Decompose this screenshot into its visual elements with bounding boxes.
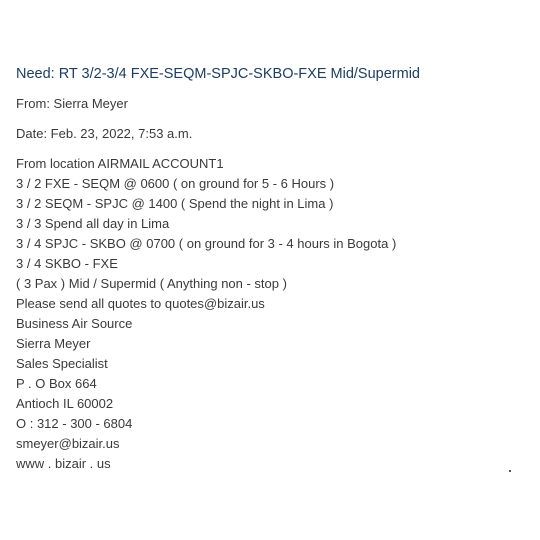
email-message: [16, 64, 526, 474]
body-line-leg-3: 3 / 4 SPJC - SKBO @ 0700 ( on ground for 3 - 4 hours in Bogota ): [16, 236, 397, 251]
body-line-quotes: Please send all quotes to quotes@bizair.us: [16, 296, 265, 311]
signature-email: smeyer@bizair.us: [16, 436, 120, 451]
email-from: From: Sierra Meyer: [16, 96, 128, 111]
body-line-leg-2: 3 / 2 SEQM - SPJC @ 1400 ( Spend the night in Lima ): [16, 196, 334, 211]
signature-company: Business Air Source: [16, 316, 133, 331]
signature-po-box: P . O Box 664: [16, 376, 97, 391]
body-line-pax: ( 3 Pax ) Mid / Supermid ( Anything non - stop ): [16, 276, 287, 291]
email-date: Date: Feb. 23, 2022, 7:53 a.m.: [16, 126, 193, 141]
email-body: [16, 154, 526, 474]
body-line-origin: From location AIRMAIL ACCOUNT1: [16, 156, 224, 171]
signature-title: Sales Specialist: [16, 356, 108, 371]
stray-dot: [509, 470, 511, 472]
body-line-leg-1: 3 / 2 FXE - SEQM @ 0600 ( on ground for 5 - 6 Hours ): [16, 176, 335, 191]
signature-city: Antioch IL 60002: [16, 396, 114, 411]
signature-name: Sierra Meyer: [16, 336, 91, 351]
body-line-lima-day: 3 / 3 Spend all day in Lima: [16, 216, 170, 231]
signature-phone: O : 312 - 300 - 6804: [16, 416, 133, 431]
email-subject: Need: RT 3/2-3/4 FXE-SEQM-SPJC-SKBO-FXE Mid/Supermid: [16, 66, 420, 82]
body-line-leg-4: 3 / 4 SKBO - FXE: [16, 256, 118, 271]
signature-website: www . bizair . us: [16, 456, 111, 471]
